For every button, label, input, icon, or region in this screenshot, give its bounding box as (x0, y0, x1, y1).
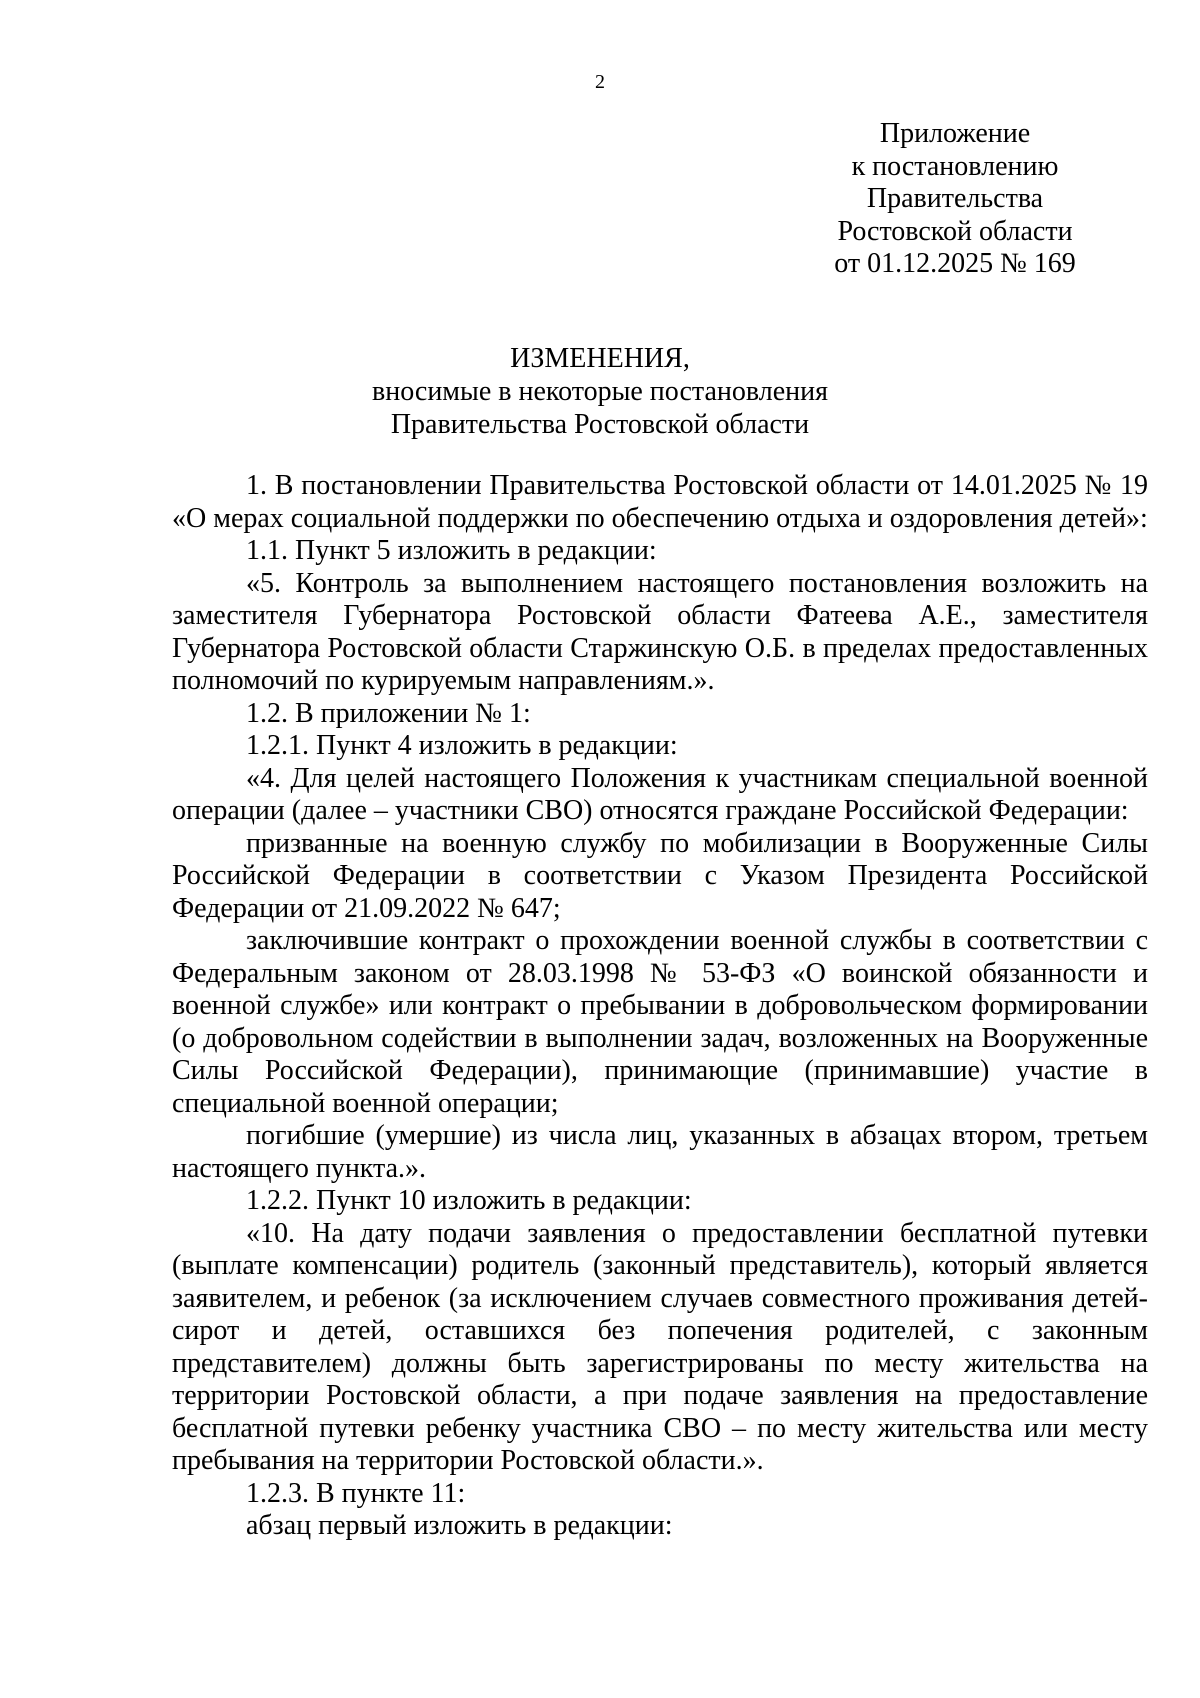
title-subtitle-line: Правительства Ростовской области (390, 409, 810, 440)
paragraph: абзац первый изложить в редакции: (246, 1510, 673, 1541)
title-heading: ИЗМЕНЕНИЯ, (510, 343, 690, 374)
appendix-line: Ростовской области (837, 215, 1073, 247)
paragraph: призванные на военную службу по мобилизации в Вооруженные Силы Российской Федерации в соответствии с Указом Президента Российской Федерации от 21.09.2022 № 647; (172, 827, 1148, 924)
paragraph: «5. Контроль за выполнением настоящего постановления возложить на заместителя Губернатора Ростовской области Фатеева А.Е., заместителя Губернатора Ростовской области Старжинскую О.Б. в пределах предоставленных полномочий по курируемым направлениям.». (172, 567, 1148, 696)
paragraph: 1.2. В приложении № 1: (246, 697, 531, 729)
appendix-line: к постановлению (851, 150, 1059, 182)
title-subtitle-line: вносимые в некоторые постановления (371, 376, 829, 407)
appendix-line: Приложение (879, 118, 1031, 149)
appendix-block (830, 118, 1080, 281)
paragraph: 1.2.2. Пункт 10 изложить в редакции: (246, 1185, 692, 1216)
page-number: 2 (595, 71, 605, 93)
paragraph: 1. В постановлении Правительства Ростовской области от 14.01.2025 № 19 «О мерах социальной поддержки по обеспечению отдыха и оздоровления детей»: (172, 470, 1148, 534)
appendix-line: от 01.12.2025 № 169 (834, 248, 1076, 279)
paragraph: «10. На дату подачи заявления о предоставлении бесплатной путевки (выплате компенсации) родитель (законный представитель), который является заявителем, и ребенок (за исключением случаев совместного проживания детей-сирот и детей, оставшихся без попечения родителей, с законным представителем) должны быть зарегистрированы по месту жительства на территории Ростовской области, а при подаче заявления на предоставление бесплатной путевки ребенку участника СВО – по месту жительства или месту пребывания на территории Ростовской области.». (172, 1217, 1148, 1476)
paragraph: «4. Для целей настоящего Положения к участникам специальной военной операции (далее – участники СВО) относятся граждане Российской Федерации: (172, 762, 1148, 826)
paragraph: заключившие контракт о прохождении военной службы в соответствии с Федеральным законом от 28.03.1998 № 53-ФЗ «О воинской обязанности и военной службе» или контракт о пребывании в добровольческом формировании (о добровольном содействии в выполнении задач, возложенных на Вооруженные Силы Российской Федерации), принимающие (принимавшие) участие в специальной военной операции; (172, 925, 1148, 1119)
paragraph: 1.2.3. В пункте 11: (246, 1477, 466, 1509)
paragraph: 1.1. Пункт 5 изложить в редакции: (246, 535, 657, 566)
appendix-line: Правительства (866, 183, 1044, 214)
paragraph: погибшие (умершие) из числа лиц, указанных в абзацах втором, третьем настоящего пункта.». (172, 1120, 1148, 1184)
document-title (0, 342, 1200, 441)
document-body (172, 470, 1148, 1543)
paragraph: 1.2.1. Пункт 4 изложить в редакции: (246, 730, 678, 761)
